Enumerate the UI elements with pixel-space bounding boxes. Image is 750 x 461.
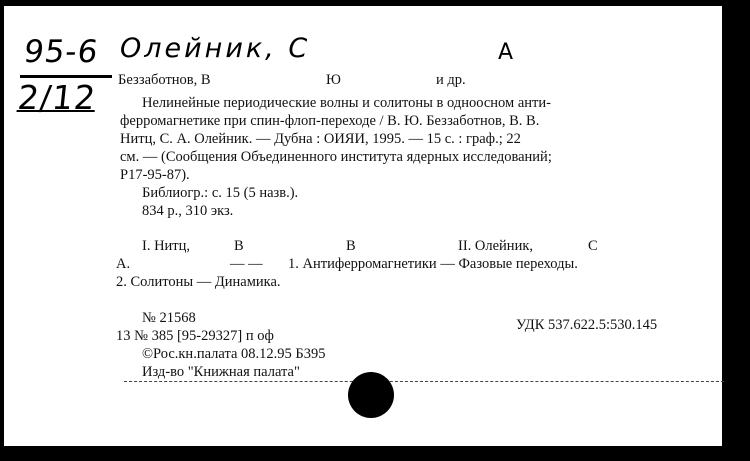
tracing-1-initial-2: В — [346, 238, 356, 254]
subject-heading-2: 2. Солитоны — Динамика. — [116, 274, 281, 290]
title-line-2: ферромагнетике при спин-флоп-переходе / В. Ю. Беззаботнов, В. В. — [120, 113, 540, 129]
tracing-1: I. Нитц, — [142, 238, 191, 254]
bottom-dashed-rule — [124, 381, 724, 382]
call-number-top: 95-6 — [21, 34, 101, 70]
tracing-3-dashes: — — — [230, 256, 263, 272]
tracing-2-initial: С — [588, 238, 598, 254]
publisher-imprint: Изд-во "Книжная палата" — [142, 364, 300, 380]
author-heading: Беззаботнов, В — [118, 72, 211, 88]
handwritten-author-name: Олейник, С — [120, 33, 311, 64]
call-number-bottom: 2/12 — [15, 78, 99, 117]
subject-heading-1: 1. Антиферромагнетики — Фазовые переходы. — [288, 256, 578, 272]
tracing-2: II. Олейник, — [458, 238, 533, 254]
author-etal: и др. — [436, 72, 466, 88]
punch-hole — [348, 372, 394, 418]
order-line: 13 № 385 [95-29327] п оф — [116, 328, 274, 344]
title-line-3: Нитц, С. А. Олейник. — Дубна : ОИЯИ, 1995. — 15 с. : граф.; 22 — [120, 131, 521, 147]
registration-number: № 21568 — [142, 310, 196, 326]
catalog-card — [4, 6, 722, 446]
tracing-1-initial-1: В — [234, 238, 244, 254]
book-chamber-stamp: ©Рос.кн.палата 08.12.95 Б395 — [142, 346, 326, 362]
title-line-5: Р17-95-87). — [120, 167, 190, 183]
handwritten-author-initial: А — [498, 40, 514, 65]
title-line-4: см. — (Сообщения Объединенного института ядерных исследований; — [120, 149, 552, 165]
title-line-1: Нелинейные периодические волны и солитоны в одноосном анти- — [142, 95, 551, 111]
bibliography-note: Библиогр.: с. 15 (5 назв.). — [142, 185, 299, 201]
price-copies: 834 р., 310 экз. — [142, 203, 234, 219]
tracing-3-initial: А. — [116, 256, 131, 272]
udk-classification: УДК 537.622.5:530.145 — [516, 317, 658, 333]
author-initial-2: Ю — [326, 72, 341, 88]
